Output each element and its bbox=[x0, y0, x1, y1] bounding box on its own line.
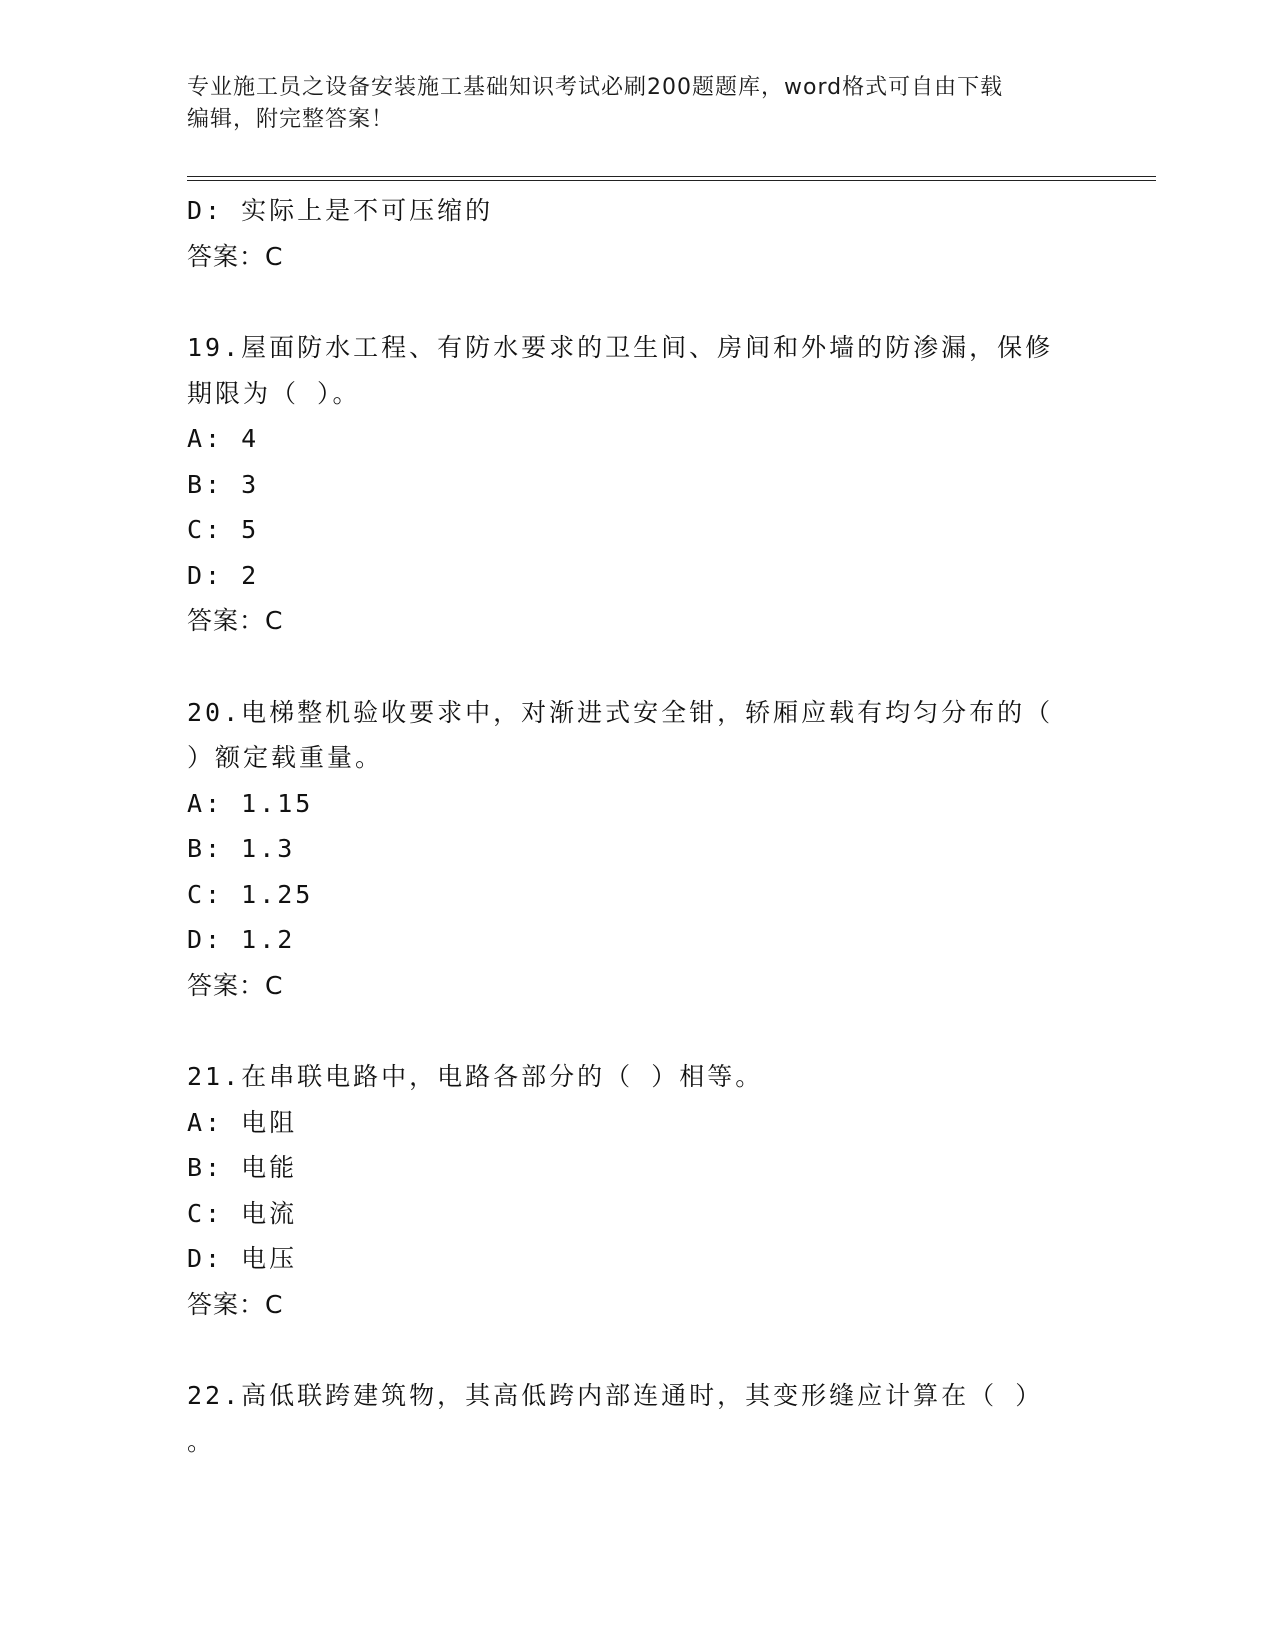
option-d: D: 2 bbox=[187, 560, 260, 590]
answer-line: 答案：C bbox=[187, 970, 284, 1000]
question-text-line: 21.在串联电路中，电路各部分的（ ）相等。 bbox=[187, 1062, 764, 1091]
answer-line: 答案：C bbox=[187, 1289, 284, 1319]
header-line-2: 编辑，附完整答案！ bbox=[187, 107, 395, 132]
option-b: B: 3 bbox=[187, 469, 260, 499]
question-text-line: 19.屋面防水工程、有防水要求的卫生间、房间和外墙的防渗漏，保修 bbox=[187, 333, 1054, 362]
question-text-line: 22.高低联跨建筑物，其高低跨内部连通时，其变形缝应计算在（ ） bbox=[187, 1381, 1044, 1410]
header-divider bbox=[187, 176, 1156, 181]
option-c: C: 1.25 bbox=[187, 879, 314, 909]
spacer bbox=[187, 644, 1087, 690]
option-a: A: 1.15 bbox=[187, 788, 314, 818]
option-c: C: 电流 bbox=[187, 1198, 298, 1228]
header-line-1: 专业施工员之设备安装施工基础知识考试必刷200题题库，word格式可自由下载 bbox=[187, 75, 1004, 100]
option-a: A: 4 bbox=[187, 424, 260, 453]
option-b: B: 1.3 bbox=[187, 834, 296, 863]
option-a: A: 电阻 bbox=[187, 1107, 298, 1137]
answer-line: 答案：C bbox=[187, 241, 284, 271]
question-19 bbox=[187, 325, 1087, 644]
question-20 bbox=[187, 690, 1087, 1009]
question-text-line: ）额定载重量。 bbox=[187, 743, 384, 772]
question-text-line: 。 bbox=[187, 1426, 216, 1456]
question-text-line: 20.电梯整机验收要求中，对渐进式安全钳，轿厢应载有均匀分布的（ bbox=[187, 697, 1054, 727]
option-c: C: 5 bbox=[187, 515, 260, 544]
question-21 bbox=[187, 1054, 1087, 1327]
option-d: D: 实际上是不可压缩的 bbox=[187, 196, 494, 225]
question-list bbox=[187, 188, 1087, 1464]
spacer bbox=[187, 1327, 1087, 1373]
question-22 bbox=[187, 1373, 1087, 1464]
option-d: D: 1.2 bbox=[187, 925, 296, 954]
previous-question-fragment bbox=[187, 188, 1087, 279]
answer-line: 答案：C bbox=[187, 606, 284, 635]
option-b: B: 电能 bbox=[187, 1153, 298, 1182]
page-header bbox=[187, 72, 1087, 136]
option-d: D: 电压 bbox=[187, 1244, 298, 1273]
question-text-line: 期限为（ ）。 bbox=[187, 378, 361, 408]
spacer bbox=[187, 279, 1087, 325]
spacer bbox=[187, 1008, 1087, 1054]
